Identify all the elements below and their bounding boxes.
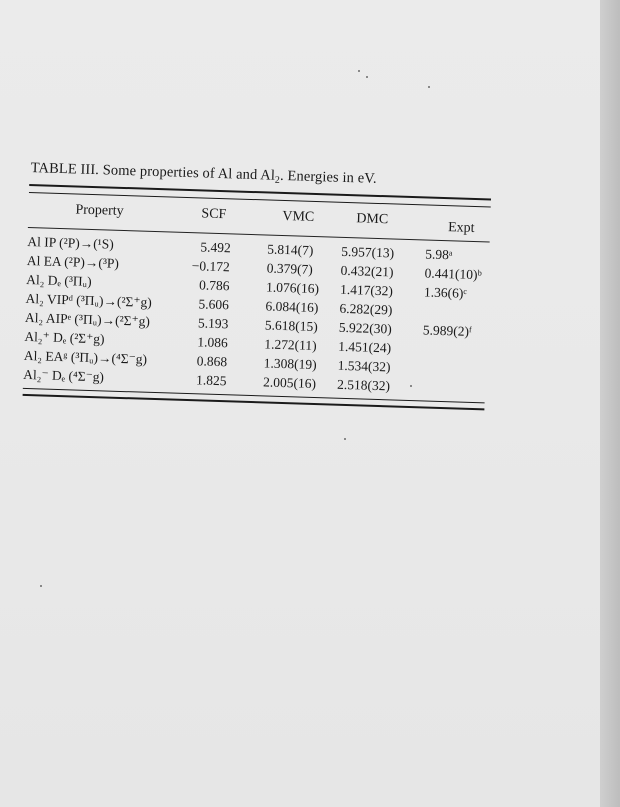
cell-scf: 5.606 (198, 296, 230, 313)
header-property: Property (75, 202, 124, 219)
properties-table (23, 160, 492, 410)
caption-subscript: 2 (274, 174, 281, 186)
cell-scf: 1.086 (197, 334, 228, 351)
cell-dmc: 1.534(32) (337, 357, 391, 375)
cell-expt: 1.36(6)ᶜ (423, 284, 468, 301)
cell-vmc: 1.272(11) (264, 336, 317, 354)
cell-scf: 1.825 (195, 372, 227, 389)
cell-property: Al IP (²P)→(¹S) (27, 233, 114, 252)
cell-scf: 0.868 (196, 353, 228, 370)
cell-property: Al₂ VIPᵈ (³Πᵤ)→(²Σ⁺g) (25, 290, 152, 310)
header-vmc: VMC (282, 208, 315, 225)
cell-property: Al₂ AIPᵉ (³Πᵤ)→(²Σ⁺g) (24, 309, 151, 329)
cell-property: Al₂⁻ Dₑ (⁴Σ⁻g) (23, 366, 105, 385)
cell-vmc: 1.308(19) (263, 355, 317, 373)
caption-prefix: TABLE III. Some properties of Al and Al (30, 160, 276, 184)
cell-dmc: 0.432(21) (340, 262, 394, 280)
cell-vmc: 5.618(15) (264, 317, 319, 335)
cell-dmc: 2.518(32) (336, 376, 391, 394)
caption-suffix: . Energies in eV. (279, 167, 377, 187)
header-dmc: DMC (356, 211, 389, 228)
table-body (23, 228, 490, 402)
cell-vmc: 2.005(16) (262, 374, 317, 392)
cell-scf: 5.492 (200, 239, 231, 256)
cell-dmc: 1.417(32) (339, 281, 394, 299)
header-expt: Expt (447, 220, 475, 236)
cell-vmc: 1.076(16) (265, 279, 320, 297)
cell-vmc: 0.379(7) (266, 260, 314, 277)
cell-property: Al₂ EAᵍ (³Πᵤ)→(⁴Σ⁻g) (23, 347, 148, 367)
cell-scf: 5.193 (197, 315, 229, 332)
cell-dmc: 1.451(24) (338, 338, 392, 356)
header-scf: SCF (201, 206, 227, 223)
cell-property: Al₂⁺ Dₑ (²Σ⁺g) (24, 328, 105, 347)
cell-property: Al EA (²P)→(³P) (26, 252, 120, 271)
cell-dmc: 6.282(29) (339, 300, 393, 318)
cell-expt: 0.441(10)ᵇ (424, 265, 482, 283)
cell-scf: 0.786 (198, 277, 230, 294)
cell-dmc: 5.957(13) (341, 243, 395, 261)
cell-vmc: 5.814(7) (267, 241, 314, 258)
scan-edge (600, 0, 620, 807)
cell-vmc: 6.084(16) (265, 298, 319, 316)
cell-dmc: 5.922(30) (338, 319, 392, 337)
cell-expt: 5.98ᵃ (425, 246, 453, 263)
cell-property: Al₂ Dₑ (³Πᵤ) (26, 271, 92, 289)
cell-scf: −0.172 (191, 258, 230, 275)
cell-expt: 5.989(2)ᶠ (422, 322, 473, 339)
